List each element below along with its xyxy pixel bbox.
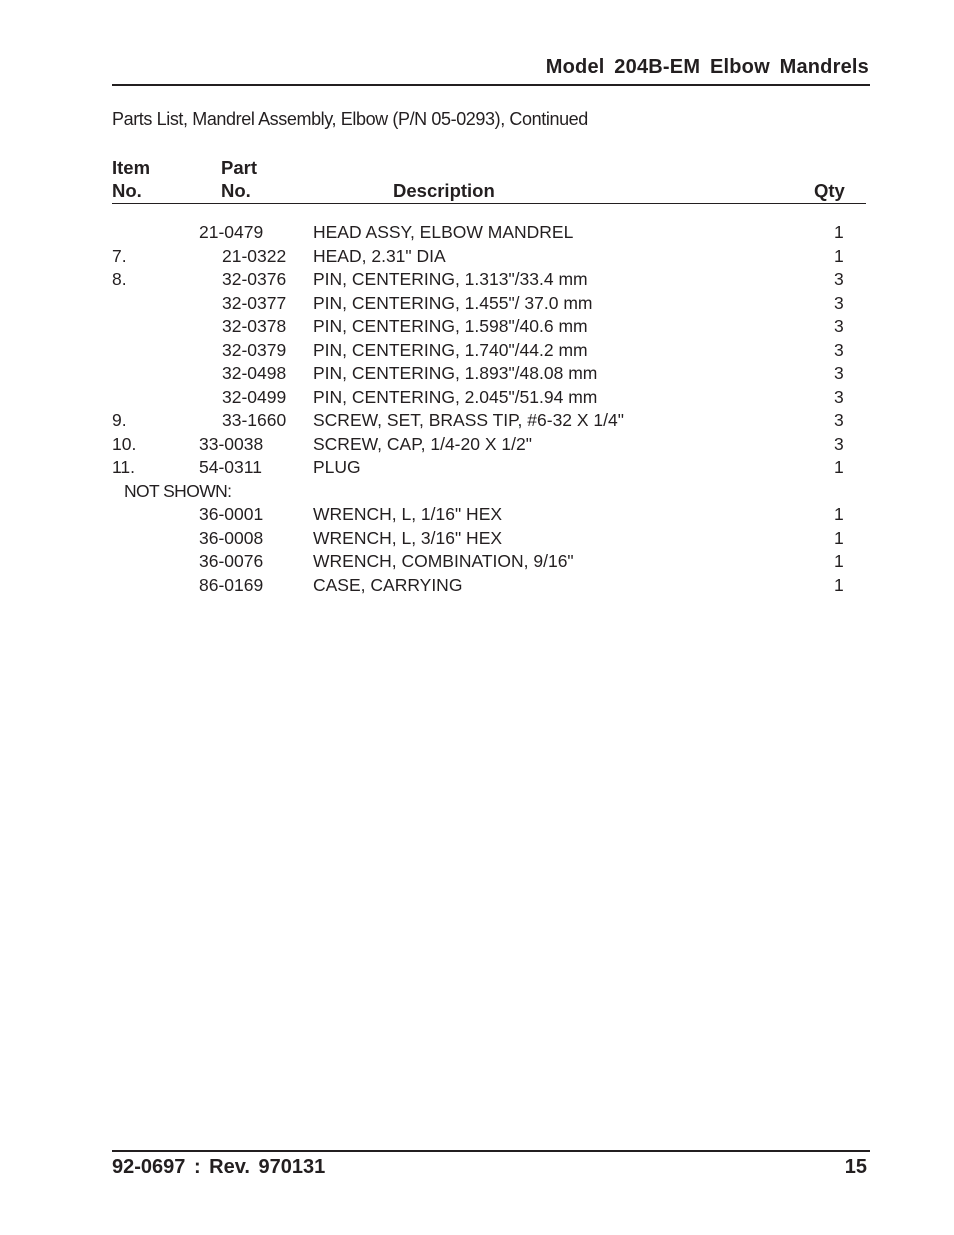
part-no: 36-0008 bbox=[199, 527, 264, 548]
description: PIN, CENTERING, 1.893"/48.08 mm bbox=[313, 363, 598, 383]
description: SCREW, SET, BRASS TIP, #6-32 X 1/4" bbox=[313, 410, 624, 430]
item-no: 11. bbox=[112, 457, 136, 477]
qty: 3 bbox=[834, 292, 844, 313]
part-no: 32-0376 bbox=[222, 269, 287, 289]
description: PIN, CENTERING, 1.455"/ 37.0 mm bbox=[313, 292, 593, 313]
part-no: 21-0322 bbox=[222, 245, 287, 266]
part-no: 54-0311 bbox=[199, 457, 262, 477]
qty: 1 bbox=[834, 574, 844, 595]
part-no: 21-0479 bbox=[199, 222, 264, 242]
footer-divider bbox=[112, 1150, 870, 1152]
table-row bbox=[0, 503, 954, 527]
description: CASE, CARRYING bbox=[313, 574, 463, 595]
qty: 1 bbox=[834, 457, 844, 477]
description: PIN, CENTERING, 1.740"/44.2 mm bbox=[313, 339, 588, 360]
item-no: 8. bbox=[112, 269, 127, 289]
part-no: 33-1660 bbox=[222, 410, 287, 430]
table-row bbox=[0, 292, 954, 316]
table-row bbox=[0, 245, 954, 269]
table-row bbox=[0, 456, 954, 480]
header-divider bbox=[112, 84, 870, 86]
footer-doc-revision: 92-0697 : Rev. 970131 bbox=[112, 1156, 326, 1178]
description: PIN, CENTERING, 1.598"/40.6 mm bbox=[313, 316, 588, 336]
table-row bbox=[0, 386, 954, 410]
part-no: 33-0038 bbox=[199, 433, 264, 454]
table-row bbox=[0, 409, 954, 433]
qty: 3 bbox=[834, 386, 844, 407]
not-shown-label: NOT SHOWN: bbox=[124, 480, 232, 501]
column-header-part-line1: Part bbox=[221, 157, 257, 178]
description: WRENCH, L, 3/16" HEX bbox=[313, 527, 503, 548]
table-row bbox=[0, 221, 954, 245]
description: HEAD ASSY, ELBOW MANDREL bbox=[313, 222, 574, 242]
part-no: 32-0379 bbox=[222, 339, 287, 360]
qty: 3 bbox=[834, 269, 844, 289]
column-header-qty: Qty bbox=[814, 180, 845, 201]
part-no: 32-0498 bbox=[222, 363, 287, 383]
column-header-description: Description bbox=[393, 180, 495, 201]
description: HEAD, 2.31" DIA bbox=[313, 245, 446, 266]
table-row bbox=[0, 268, 954, 292]
qty: 1 bbox=[834, 245, 844, 266]
page-header-title: Model 204B-EM Elbow Mandrels bbox=[545, 56, 869, 78]
table-row bbox=[0, 433, 954, 457]
part-no: 36-0076 bbox=[199, 551, 264, 571]
part-no: 36-0001 bbox=[199, 504, 264, 524]
part-no: 32-0378 bbox=[222, 316, 287, 336]
description: PIN, CENTERING, 2.045"/51.94 mm bbox=[313, 386, 598, 407]
parts-list-subtitle: Parts List, Mandrel Assembly, Elbow (P/N 05-0293), Continued bbox=[112, 109, 588, 129]
footer-page-number: 15 bbox=[844, 1156, 867, 1178]
part-no: 32-0499 bbox=[222, 386, 287, 407]
qty: 1 bbox=[834, 222, 844, 242]
table-row bbox=[0, 550, 954, 574]
qty: 3 bbox=[834, 339, 844, 360]
description: WRENCH, COMBINATION, 9/16" bbox=[313, 551, 574, 571]
description: WRENCH, L, 1/16" HEX bbox=[313, 504, 503, 524]
qty: 1 bbox=[834, 504, 844, 524]
not-shown-heading-row bbox=[0, 480, 954, 504]
qty: 1 bbox=[834, 551, 844, 571]
qty: 3 bbox=[834, 363, 844, 383]
description: PIN, CENTERING, 1.313"/33.4 mm bbox=[313, 269, 588, 289]
qty: 3 bbox=[834, 316, 844, 336]
table-row bbox=[0, 339, 954, 363]
table-row bbox=[0, 315, 954, 339]
column-header-item-line2: No. bbox=[112, 180, 142, 201]
table-row bbox=[0, 574, 954, 598]
qty: 1 bbox=[834, 527, 844, 548]
parts-table bbox=[0, 221, 954, 597]
description: PLUG bbox=[313, 457, 361, 477]
column-header-item-no bbox=[112, 156, 150, 202]
part-no: 86-0169 bbox=[199, 574, 264, 595]
item-no: 10. bbox=[112, 433, 137, 454]
column-header-item-line1: Item bbox=[112, 157, 151, 178]
table-row bbox=[0, 527, 954, 551]
column-header-part-line2: No. bbox=[221, 180, 251, 201]
part-no: 32-0377 bbox=[222, 292, 287, 313]
column-header-part-no bbox=[221, 156, 257, 202]
item-no: 7. bbox=[112, 245, 127, 266]
table-header-divider bbox=[112, 203, 866, 204]
description: SCREW, CAP, 1/4-20 X 1/2" bbox=[313, 433, 532, 454]
item-no: 9. bbox=[112, 410, 127, 430]
qty: 3 bbox=[834, 410, 844, 430]
qty: 3 bbox=[834, 433, 844, 454]
table-row bbox=[0, 362, 954, 386]
